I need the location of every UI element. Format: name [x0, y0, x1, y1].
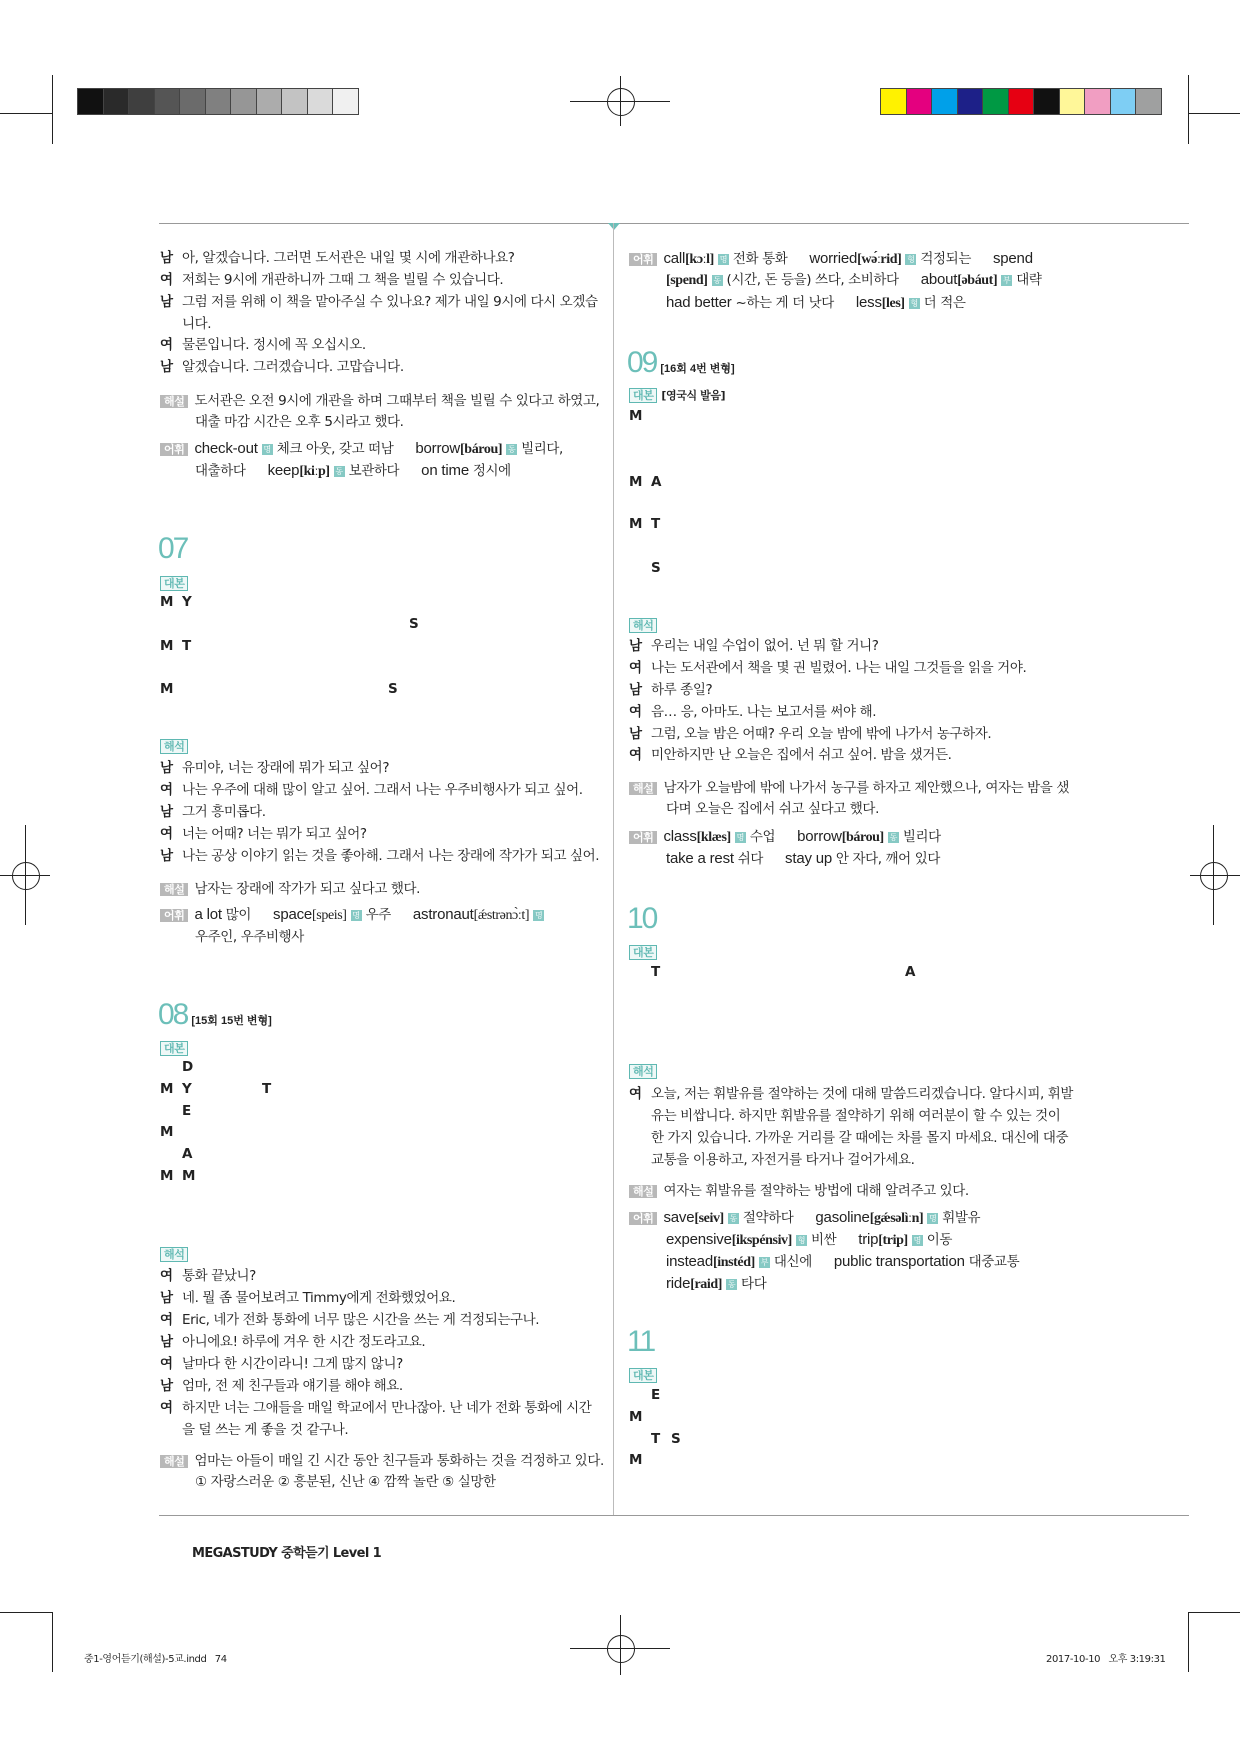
- speaker: 여: [629, 660, 642, 676]
- vocab-line: [666, 1253, 1019, 1272]
- question-number: 10: [627, 902, 657, 935]
- explanation-choices: ① 자랑스러운 ② 흥분된, 신난 ④ 깜짝 놀란 ⑤ 실망한: [195, 1474, 496, 1490]
- dialogue-line: [160, 1333, 425, 1351]
- color-swatch: [1111, 89, 1136, 114]
- vocab-word: borrow: [415, 440, 461, 457]
- script-letter: D: [182, 1059, 194, 1075]
- color-swatch: [104, 89, 129, 114]
- vocab-meaning: 절약하다: [742, 1210, 794, 1226]
- dialogue-line: [160, 336, 366, 354]
- speaker: 남: [160, 1378, 173, 1394]
- explanation-text: 남자는 장래에 작가가 되고 싶다고 했다.: [194, 881, 421, 897]
- explanation-text: 여자는 휘발유를 절약하는 방법에 대해 알려주고 있다.: [663, 1183, 969, 1199]
- line-text: Eric, 네가 전화 통화에 너무 많은 시간을 쓰는 게 걱정되는구나.: [182, 1312, 540, 1328]
- vocab-pron: [seiv]: [694, 1211, 724, 1226]
- speaker: 남: [160, 1290, 173, 1306]
- vocab-pron: [raid]: [690, 1277, 723, 1292]
- dialogue-line: [160, 1311, 539, 1329]
- vocab-pron: [instéd]: [712, 1255, 755, 1270]
- vocab-word: about: [920, 271, 958, 288]
- dialogue-line: [160, 1399, 591, 1417]
- color-swatch: [983, 89, 1008, 114]
- line-text: 통화 끝났니?: [182, 1268, 256, 1284]
- speaker: 남: [160, 760, 173, 776]
- speaker: 남: [160, 359, 173, 375]
- vocab-meaning: 타다: [741, 1276, 767, 1292]
- speaker: 여: [160, 1312, 173, 1328]
- vocab-meaning: 정시에: [472, 463, 511, 479]
- line-text: 너는 어때? 너는 뭐가 되고 싶어?: [182, 826, 367, 842]
- vocab-tag: 어휘: [629, 253, 657, 266]
- pos-badge: 명: [534, 911, 543, 920]
- vocab-word: stay up: [785, 850, 833, 867]
- color-swatch: [282, 89, 307, 114]
- vocab-meaning: 대신에: [773, 1254, 812, 1270]
- vocab-line: [629, 828, 941, 847]
- explanation-text: 남자가 오늘밤에 밖에 나가서 농구를 하자고 제안했으나, 여자는 밤을 샜: [663, 780, 1069, 796]
- registration-circle-left: [12, 862, 40, 890]
- speaker: 남: [160, 848, 173, 864]
- script-tag: 대본: [629, 388, 657, 403]
- explanation-tag: 해설: [160, 395, 188, 408]
- explanation-text: 다며 오늘은 집에서 쉬고 싶다고 했다.: [666, 801, 879, 817]
- vocab-line: [666, 1231, 952, 1250]
- monologue-line: [629, 1085, 1073, 1103]
- speaker: 남: [629, 682, 642, 698]
- script-letter: T: [651, 1431, 661, 1447]
- script-letter: T: [651, 964, 661, 980]
- vocab-word: keep: [267, 462, 300, 479]
- vocab-line: [160, 906, 548, 925]
- translation-tag: 해석: [160, 1247, 188, 1262]
- question-number: [627, 348, 735, 384]
- crop-mark: [1188, 1612, 1240, 1613]
- script-letter: S: [671, 1431, 681, 1447]
- registration-circle-right: [1200, 862, 1228, 890]
- script-letter: A: [651, 474, 662, 490]
- line-text-continued: 니다.: [182, 316, 212, 332]
- vocab-word: had better: [666, 294, 732, 311]
- pos-badge: 형: [907, 255, 915, 264]
- vocab-meaning: 많이: [225, 907, 252, 923]
- script-letter: T: [651, 516, 661, 532]
- dialogue-line: [160, 759, 389, 777]
- line-text: 음… 응, 아마도. 나는 보고서를 써야 해.: [651, 704, 877, 720]
- color-swatch: [231, 89, 256, 114]
- vocab-word: class: [663, 828, 697, 845]
- speaker: 여: [160, 272, 173, 288]
- vocab-meaning: 빌리다: [902, 829, 941, 845]
- vocab-tag: 어휘: [160, 443, 188, 456]
- vocab-meaning: (시간, 돈 등을) 쓰다, 소비하다: [726, 272, 899, 288]
- pos-badge: 동: [729, 1214, 737, 1223]
- column-divider: [613, 223, 614, 1515]
- pos-badge: 형: [910, 299, 918, 308]
- vocab-word: expensive: [666, 1231, 732, 1248]
- pos-badge: 부: [1003, 276, 1011, 285]
- pos-badge: 동: [727, 1280, 736, 1289]
- speaker: 여: [160, 1356, 173, 1372]
- dialogue-line: [160, 271, 503, 289]
- script-tag: 대본: [160, 1041, 188, 1056]
- color-swatch: [907, 89, 932, 114]
- color-swatch: [1034, 89, 1059, 114]
- vocab-meaning: 체크 아웃, 갖고 떠남: [276, 441, 394, 457]
- vocab-word: public transportation: [833, 1253, 965, 1270]
- pos-badge: 명: [719, 255, 728, 264]
- vocab-word: save: [663, 1209, 695, 1226]
- line-text-continued: 유는 비쌉니다. 하지만 휘발유를 절약하기 위해 여러분이 할 수 있는 것이: [651, 1108, 1061, 1124]
- bottom-rule: [159, 1515, 1189, 1516]
- script-speaker: M: [160, 1081, 174, 1097]
- pos-badge: 명: [352, 911, 360, 920]
- vocab-meaning: 안 자다, 깨어 있다: [835, 851, 940, 867]
- vocab-word: check-out: [194, 440, 258, 457]
- speaker: 여: [160, 337, 173, 353]
- accent-note: [영국식 발음]: [661, 389, 726, 402]
- vocab-word: on time: [421, 462, 469, 479]
- vocab-word: space: [273, 906, 313, 923]
- line-text: 알겠습니다. 그러겠습니다. 고맙습니다.: [182, 359, 404, 375]
- script-speaker: M: [160, 681, 174, 697]
- dialogue-line: [629, 659, 1026, 677]
- color-swatch: [180, 89, 205, 114]
- dialogue-line: [160, 847, 599, 865]
- script-speaker: M: [160, 594, 174, 610]
- speaker: 여: [629, 704, 642, 720]
- line-text: 미안하지만 난 오늘은 집에서 쉬고 싶어. 밤을 샜거든.: [651, 747, 952, 763]
- vocab-word: worried: [809, 250, 858, 267]
- script-letter: Y: [182, 594, 192, 610]
- translation-tag: 해석: [629, 1064, 657, 1079]
- translation-tag: 해석: [629, 618, 657, 633]
- line-text: 유미야, 너는 장래에 뭐가 되고 싶어?: [182, 760, 390, 776]
- line-text: 나는 우주에 대해 많이 알고 싶어. 그래서 나는 우주비행사가 되고 싶어.: [182, 782, 583, 798]
- speaker: 여: [160, 826, 173, 842]
- line-text: 아, 알겠습니다. 그러면 도서관은 내일 몇 시에 개관하나요?: [182, 250, 515, 266]
- top-rule: [159, 223, 1189, 224]
- vocab-pron: [bárou]: [460, 442, 503, 457]
- speaker: 여: [160, 1400, 173, 1416]
- speaker: 여: [160, 1268, 173, 1284]
- script-letter: A: [182, 1146, 193, 1162]
- vocab-pron: [spend]: [666, 273, 708, 288]
- dialogue-line: [160, 781, 583, 799]
- vocab-line: [629, 1209, 980, 1228]
- running-title: MEGASTUDY 중학듣기 Level 1: [192, 1546, 382, 1561]
- vocab-meaning: 대략: [1016, 272, 1042, 288]
- vocab-pron: [ikspénsiv]: [731, 1233, 792, 1248]
- vocab-meaning: 전화 통화: [732, 251, 788, 267]
- color-swatch: [1085, 89, 1110, 114]
- script-header: [629, 386, 725, 405]
- dialogue-line: [160, 1377, 403, 1395]
- color-swatch: [932, 89, 957, 114]
- script-tag: 대본: [629, 1368, 657, 1383]
- script-letter: S: [651, 560, 661, 576]
- script-tag: 대본: [629, 945, 657, 960]
- vocab-meaning: 대중교통: [968, 1254, 1020, 1270]
- crop-mark: [1188, 75, 1189, 144]
- line-text-continued: 을 덜 쓰는 게 좋을 것 같구나.: [182, 1422, 349, 1438]
- vocab-meaning: 수업: [749, 829, 776, 845]
- question-number: [158, 1000, 272, 1036]
- crop-mark: [52, 75, 53, 144]
- script-letter: M: [182, 1168, 196, 1184]
- dialogue-line: [629, 725, 991, 743]
- vocab-meaning: 우주인, 우주비행사: [195, 929, 304, 945]
- vocab-pron: [əbáut]: [957, 273, 998, 288]
- dialogue-line: [629, 746, 951, 764]
- color-swatch: [308, 89, 333, 114]
- vocab-tag: 어휘: [629, 1212, 657, 1225]
- script-speaker: M: [160, 1124, 174, 1140]
- speaker: 남: [629, 726, 642, 742]
- script-speaker: M: [629, 474, 643, 490]
- speaker: 여: [629, 1086, 642, 1102]
- script-letter: T: [182, 638, 192, 654]
- color-swatch: [155, 89, 180, 114]
- color-swatch: [1136, 89, 1161, 114]
- explanation-text: 대출 마감 시간은 오후 5시라고 했다.: [195, 414, 404, 430]
- script-speaker: M: [629, 408, 643, 424]
- line-text: 그럼 저를 위해 이 책을 맡아주실 수 있나요? 제가 내일 9시에 다시 오겠습: [182, 294, 598, 310]
- vocab-meaning: 더 적은: [923, 295, 966, 311]
- crop-mark: [0, 1612, 52, 1613]
- vocab-line: [195, 462, 511, 481]
- speaker: 남: [160, 294, 173, 310]
- vocab-meaning: 비싼: [810, 1232, 837, 1248]
- explanation-tag: 해설: [160, 1455, 188, 1468]
- question-number: 11: [627, 1325, 655, 1358]
- script-speaker: M: [629, 516, 643, 532]
- vocab-pron: [speis]: [312, 908, 347, 923]
- line-text: 네. 뭘 좀 물어보려고 Timmy에게 전화했었어요.: [182, 1290, 456, 1306]
- crop-mark: [0, 113, 52, 114]
- vocab-meaning: 쉬다: [737, 851, 764, 867]
- color-swatch: [881, 89, 906, 114]
- vocab-word: call: [663, 250, 686, 267]
- vocab-meaning: 이동: [926, 1232, 953, 1248]
- source-note: [16회 4번 변형]: [660, 363, 735, 375]
- line-text: 날마다 한 시간이라니! 그게 많지 않니?: [182, 1356, 403, 1372]
- vocab-pron: [kiːp]: [299, 464, 330, 479]
- line-text: 우리는 내일 수업이 없어. 넌 뭐 할 거니?: [651, 638, 879, 654]
- explanation-text: 도서관은 오전 9시에 개관을 하며 그때부터 책을 빌릴 수 있다고 하였고,: [194, 393, 600, 409]
- vocab-meaning: 우주: [365, 907, 391, 923]
- script-letter: S: [388, 681, 398, 697]
- color-swatch: [1060, 89, 1085, 114]
- dialogue-line: [629, 703, 876, 721]
- line-text: 그럼, 오늘 밤은 어때? 우리 오늘 밤에 밖에 나가서 농구하자.: [651, 726, 992, 742]
- crop-mark: [1188, 1612, 1189, 1672]
- vocab-line: [666, 1275, 766, 1294]
- script-letter: T: [262, 1081, 272, 1097]
- speaker: 남: [160, 250, 173, 266]
- speaker: 남: [160, 804, 173, 820]
- script-letter: E: [182, 1103, 192, 1119]
- pos-badge: 명: [263, 445, 271, 454]
- line-text: 아니에요! 하루에 겨우 한 시간 정도라고요.: [182, 1334, 426, 1350]
- line-text: 나는 도서관에서 책을 몇 권 빌렸어. 나는 내일 그것들을 읽을 거야.: [651, 660, 1027, 676]
- pos-badge: 동: [507, 445, 516, 454]
- dialogue-line: [160, 293, 598, 311]
- vocab-word: less: [855, 294, 882, 311]
- speaker: 남: [629, 638, 642, 654]
- vocab-pron: [bárou]: [841, 830, 884, 845]
- line-text-continued: 한 가지 있습니다. 가까운 거리를 갈 때에는 차를 몰지 마세요. 대신에 대중: [651, 1130, 1069, 1146]
- number-text: 08: [158, 998, 188, 1031]
- dialogue-line: [629, 637, 879, 655]
- vocab-word: ride: [666, 1275, 691, 1292]
- crop-mark: [1188, 113, 1240, 114]
- vocab-word: spend: [992, 250, 1033, 267]
- vocab-meaning: 보관하다: [348, 463, 400, 479]
- vocab-pron: [klæs]: [696, 830, 731, 845]
- script-letter: A: [905, 964, 916, 980]
- speaker: 남: [160, 1334, 173, 1350]
- vocab-meaning: 걱정되는: [920, 251, 971, 267]
- vocab-word: a lot: [194, 906, 222, 923]
- question-number: 07: [158, 532, 188, 565]
- vocab-meaning: 빌리다,: [521, 441, 563, 457]
- vocab-pron: [les]: [881, 296, 905, 311]
- pos-badge: 동: [889, 833, 897, 842]
- explanation: [629, 779, 1069, 797]
- dialogue-line: [160, 1355, 403, 1373]
- dialogue-line: [629, 681, 712, 699]
- dialogue-line: [160, 249, 515, 267]
- line-text: 물론입니다. 정시에 꼭 오십시오.: [182, 337, 366, 353]
- dialogue-line: [160, 1289, 455, 1307]
- color-swatch: [958, 89, 983, 114]
- line-text: 나는 공상 이야기 읽는 것을 좋아해. 그래서 나는 장래에 작가가 되고 싶어.: [182, 848, 600, 864]
- vocab-meaning: 대출하다: [195, 463, 246, 479]
- script-speaker: M: [160, 1168, 174, 1184]
- dialogue-line: [160, 1267, 256, 1285]
- explanation-text: 엄마는 아들이 매일 긴 시간 동안 친구들과 통화하는 것을 걱정하고 있다.: [194, 1453, 604, 1469]
- script-letter: E: [651, 1387, 661, 1403]
- pos-badge: 동: [335, 467, 343, 476]
- vocab-pron: [kɔːl]: [685, 252, 714, 267]
- vocab-meaning: ~하는 게 더 낫다: [735, 295, 834, 311]
- vocab-tag: 어휘: [629, 831, 657, 844]
- explanation: [160, 392, 599, 410]
- vocab-word: astronaut: [412, 906, 474, 923]
- color-swatch: [206, 89, 231, 114]
- registration-circle-bottom: [607, 1635, 635, 1663]
- color-swatch: [78, 89, 103, 114]
- vocab-line: [666, 294, 966, 313]
- vocab-pron: [ǽstrənɔ̀ːt]: [473, 908, 530, 923]
- line-text: 하루 종일?: [651, 682, 713, 698]
- speaker: 여: [629, 747, 642, 763]
- dialogue-line: [160, 803, 266, 821]
- line-text: 오늘, 저는 휘발유를 절약하는 것에 대해 말씀드리겠습니다. 알다시피, 휘발: [651, 1086, 1074, 1102]
- crop-mark: [52, 1612, 53, 1672]
- explanation: [160, 880, 420, 898]
- pos-badge: 형: [797, 1236, 806, 1245]
- script-letter: S: [409, 616, 419, 632]
- number-text: 09: [627, 346, 657, 379]
- explanation-tag: 해설: [160, 883, 188, 896]
- line-text: 그거 흥미롭다.: [182, 804, 266, 820]
- vocab-line: [666, 850, 940, 868]
- vocab-word: gasoline: [815, 1209, 870, 1226]
- vocab-pron: [gǽsəlìːn]: [869, 1211, 924, 1226]
- vocab-word: trip: [858, 1231, 879, 1248]
- vocab-pron: [wə́ːrid]: [857, 252, 902, 267]
- color-swatch: [1009, 89, 1034, 114]
- dialogue-line: [160, 358, 404, 376]
- explanation: [629, 1182, 969, 1200]
- vocab-word: take a rest: [666, 850, 734, 867]
- vocab-pron: [trip]: [878, 1233, 908, 1248]
- top-rule-marker: [608, 223, 620, 230]
- script-speaker: M: [160, 638, 174, 654]
- line-text: 하지만 너는 그애들을 매일 학교에서 만나잖아. 난 네가 전화 통화에 시간: [182, 1400, 592, 1416]
- pos-badge: 부: [760, 1258, 769, 1267]
- vocab-word: borrow: [797, 828, 842, 845]
- dialogue-line: [160, 825, 367, 843]
- vocab-word: instead: [666, 1253, 713, 1270]
- script-speaker: M: [629, 1452, 643, 1468]
- translation-tag: 해석: [160, 739, 188, 754]
- slug-timestamp: 2017-10-10 오후 3:19:31: [1046, 1654, 1166, 1665]
- vocab-meaning: 휘발유: [942, 1210, 981, 1226]
- explanation: [160, 1452, 604, 1470]
- vocab-line: [666, 271, 1042, 290]
- registration-circle-top: [607, 88, 635, 116]
- color-swatch: [257, 89, 282, 114]
- script-speaker: M: [629, 1409, 643, 1425]
- speaker: 여: [160, 782, 173, 798]
- pos-badge: 명: [929, 1214, 937, 1223]
- pos-badge: 동: [713, 276, 721, 285]
- script-letter: Y: [182, 1081, 192, 1097]
- line-text-continued: 교통을 이용하고, 자전거를 타거나 걸어가세요.: [651, 1152, 915, 1168]
- vocab-tag: 어휘: [160, 909, 188, 922]
- explanation-tag: 해설: [629, 1185, 657, 1198]
- slug-filename: 중1-영어듣기(해설)-5교.indd 74: [84, 1654, 227, 1665]
- source-note: [15회 15번 변형]: [191, 1015, 272, 1027]
- color-swatch: [129, 89, 154, 114]
- pos-badge: 명: [913, 1236, 921, 1245]
- pos-badge: 명: [736, 833, 744, 842]
- vocab-line: [160, 440, 563, 459]
- script-tag: 대본: [160, 576, 188, 591]
- line-text: 엄마, 전 제 친구들과 얘기를 해야 해요.: [182, 1378, 403, 1394]
- line-text: 저희는 9시에 개관하니까 그때 그 책을 빌릴 수 있습니다.: [182, 272, 504, 288]
- vocab-line: [629, 250, 1033, 269]
- explanation-tag: 해설: [629, 782, 657, 795]
- color-swatch: [333, 89, 358, 114]
